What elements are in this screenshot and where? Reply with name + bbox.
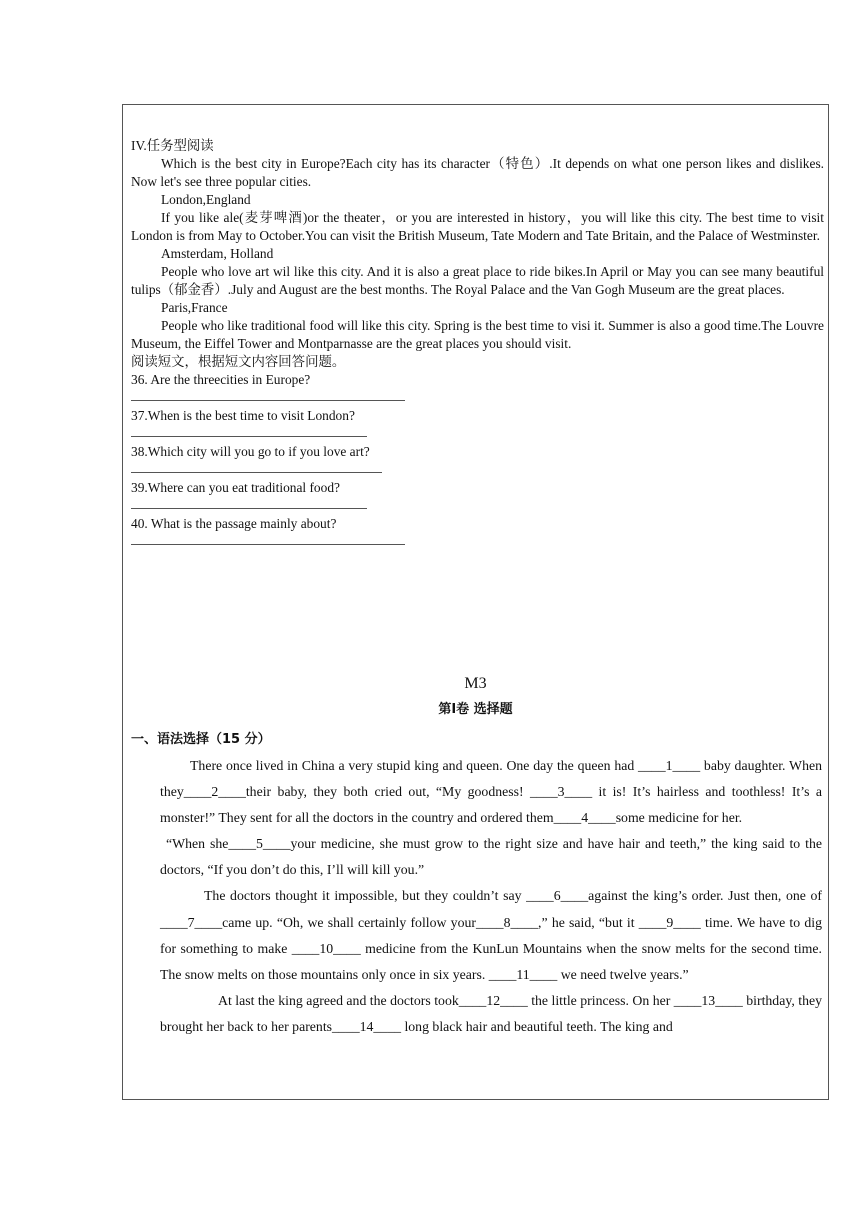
city-paragraph-london: If you like ale(麦芽啤酒)or the theater，or you are interested in history，you will like this city. The best time to visit London is from May to October.You can visit the British Museum, Tate Modern and Tate Britain, and the Palace of Westminster. [131, 210, 824, 243]
grammar-passage [160, 753, 822, 1040]
answer-line-37[interactable] [131, 425, 824, 443]
answer-line-39[interactable] [131, 497, 824, 515]
passage-paragraph-4: At last the king agreed and the doctors took____12____ the little princess. On her ____13____ birthday, they brought her back to her parents____14____ long black hair and beautiful teeth. The king and [160, 992, 822, 1034]
answer-line-38[interactable] [131, 461, 824, 479]
m3-section [123, 671, 828, 1040]
city-name-paris: Paris,France [161, 300, 228, 315]
city-paragraph-paris: People who like traditional food will like this city. Spring is the best time to visi it. Summer is also a good time.The Louvre Museum, the Eiffel Tower and Montparnasse are the great places you should visit. [131, 318, 824, 351]
city-name-london: London,England [161, 192, 251, 207]
passage-paragraph-1: There once lived in China a very stupid king and queen. One day the queen had ____1____ baby daughter. When they____2____their baby, they both cried out, “My goodness! ____3____ it is! It’s hairless and toothless! It’s a monster!” They sent for all the doctors in the country and ordered them____4____some medicine for her. [160, 758, 822, 826]
question-39: 39.Where can you eat traditional food? [131, 480, 340, 495]
passage-paragraph-2: “When she____5____your medicine, she must grow to the right size and have hair and teeth,” the king said to the doctors, “If you don’t do this, I’ll will kill you.” [160, 836, 822, 878]
instruction-text: 阅读短文，根据短文内容回答问题。 [131, 354, 346, 369]
question-38: 38.Which city will you go to if you love art? [131, 444, 370, 459]
city-paragraph-amsterdam: People who love art wil like this city. And it is also a great place to ride bikes.In April or May you can see many beautiful tulips（郁金香）.July and August are the best months. The Royal Palace and the Van Gogh Museum are the great places. [131, 264, 824, 297]
section-heading: IV.任务型阅读 [131, 138, 214, 153]
passage-paragraph-3: The doctors thought it impossible, but they couldn’t say ____6____against the king’s order. Just then, one of ____7____came up. “Oh, we shall certainly follow your____8____,” he said, “but it ____9____ time. We have to dig for something to make ____10____ medicine from the KunLun Mountains when the snow melts for the second time. The snow melts on those mountains only once in six years. ____11____ we need twelve years.” [160, 888, 822, 982]
answer-line-40[interactable] [131, 533, 824, 551]
document-frame [122, 104, 829, 1100]
volume-heading: 第Ⅰ卷 选择题 [438, 702, 513, 717]
intro-paragraph: Which is the best city in Europe?Each city has its character（特色）.It depends on what one person likes and dislikes. Now let's see three popular cities. [131, 156, 824, 189]
question-37: 37.When is the best time to visit London? [131, 408, 355, 423]
question-36: 36. Are the threecities in Europe? [131, 372, 311, 387]
grammar-part-heading: 一、语法选择（15 分） [131, 732, 271, 747]
m3-title: M3 [464, 675, 487, 692]
answer-line-36[interactable] [131, 389, 824, 407]
city-name-amsterdam: Amsterdam, Holland [161, 246, 274, 261]
task-reading-section [131, 137, 824, 551]
question-40: 40. What is the passage mainly about? [131, 516, 337, 531]
